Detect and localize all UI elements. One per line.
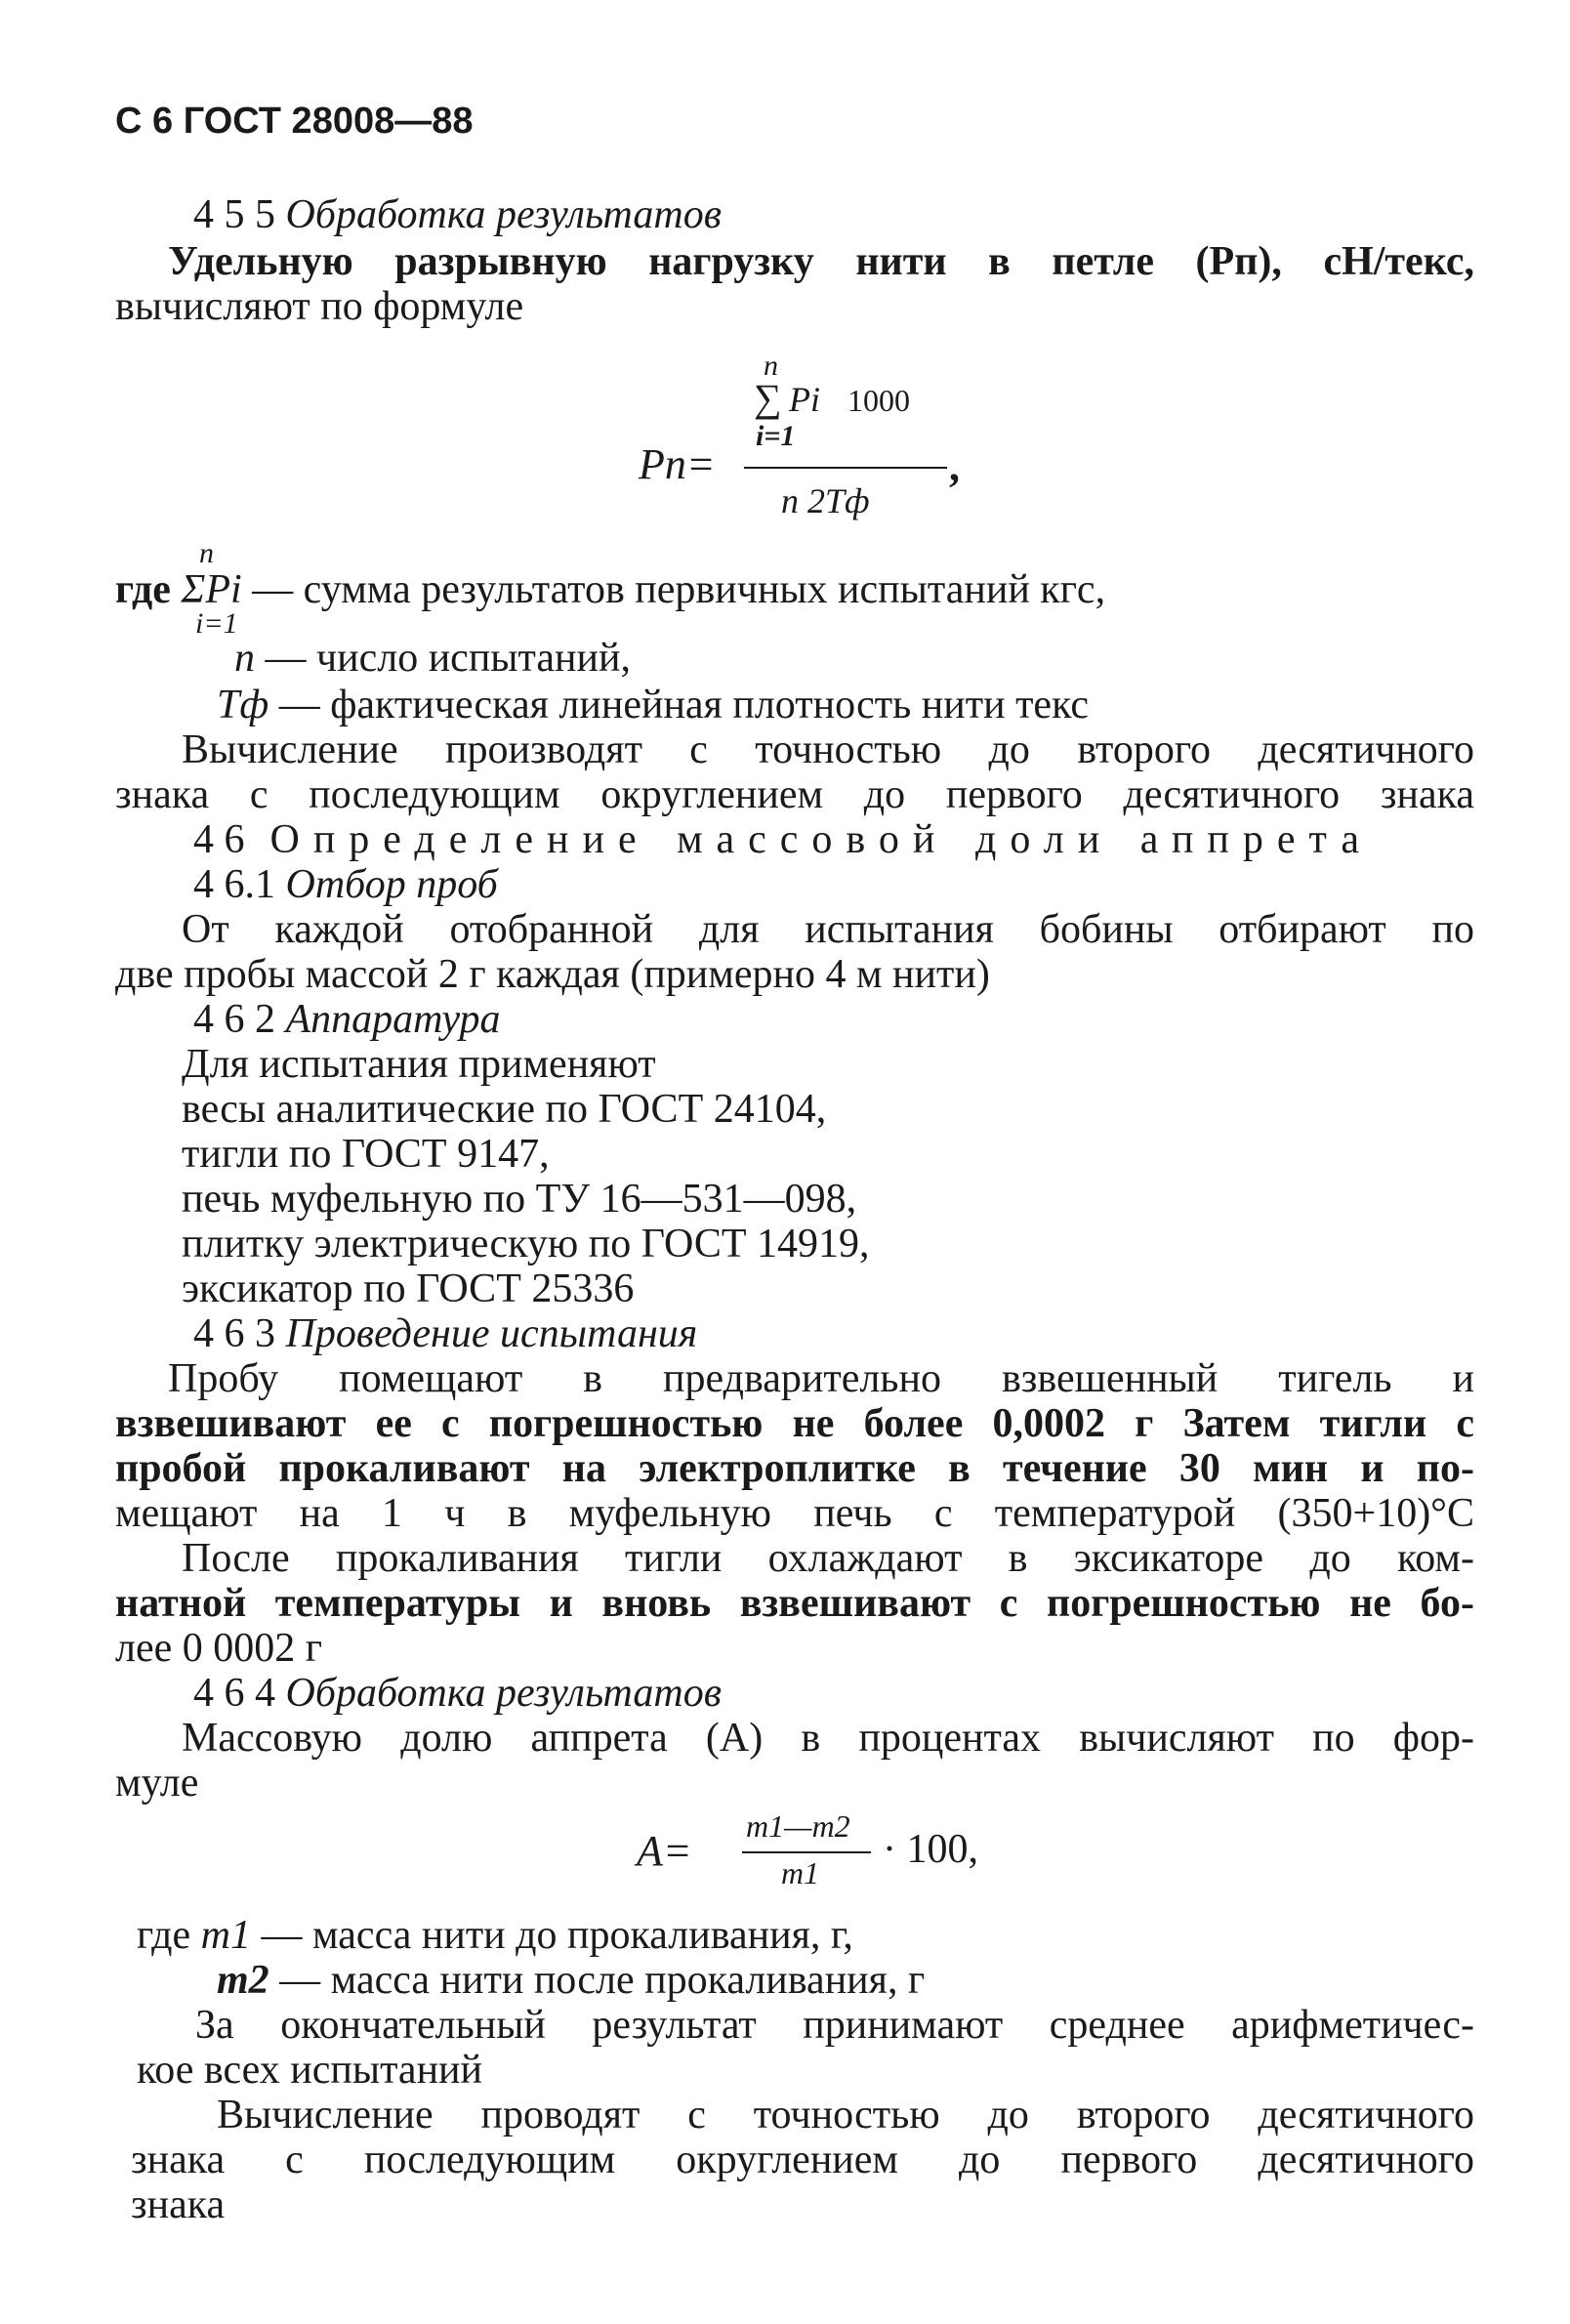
section-number: 4 6.1 bbox=[193, 862, 275, 907]
legend-text: — сумма результатов первичных испытаний кгс, bbox=[252, 567, 1106, 612]
paragraph-line: натной температуры и вновь взвешивают с погрешностью не бо- bbox=[115, 1581, 1474, 1626]
paragraph-line: Удельную разрывную нагрузку нити в петле (Pп), сН/текс, bbox=[168, 239, 1474, 284]
apparatus-item: эксикатор по ГОСТ 25336 bbox=[182, 1266, 635, 1311]
legend-text: — фактическая линейная плотность нити текс bbox=[278, 683, 1090, 727]
legend-line bbox=[217, 682, 1089, 728]
apparatus-item: Для испытания применяют bbox=[182, 1042, 656, 1087]
apparatus-item: весы аналитические по ГОСТ 24104, bbox=[182, 1087, 827, 1132]
section-4-6-heading bbox=[193, 816, 1373, 863]
section-4-5-5-heading bbox=[193, 191, 722, 238]
paragraph-line: знака с последующим округлением до первого десятичного bbox=[131, 2137, 1474, 2182]
paragraph-line: лее 0 0002 г bbox=[115, 1626, 322, 1671]
legend-line bbox=[137, 1912, 853, 1959]
legend-text: — масса нити до прокаливания, г, bbox=[261, 1913, 853, 1958]
formula-comma: , bbox=[949, 442, 960, 490]
section-4-6-1-heading bbox=[193, 861, 498, 908]
legend-m2-symbol: m2 bbox=[217, 1958, 269, 2003]
section-number: 4 6 bbox=[193, 817, 245, 862]
paragraph-line: Массовую долю аппрета (А) в процентах вычисляют по фор- bbox=[182, 1716, 1474, 1761]
paragraph-line: две пробы массой 2 г каждая (примерно 4 м нити) bbox=[115, 952, 990, 997]
legend-sum-lower-limit: i=1 bbox=[195, 607, 238, 640]
section-title: Обработка результатов bbox=[285, 1671, 722, 1716]
section-title: Обработка результатов bbox=[285, 192, 722, 237]
section-4-6-4-heading bbox=[193, 1670, 722, 1717]
formula-sum-upper-limit: n bbox=[764, 350, 778, 382]
page-header: С 6 ГОСТ 28008—88 bbox=[115, 101, 474, 142]
paragraph-line: От каждой отобранной для испытания бобины отбирают по bbox=[182, 907, 1474, 952]
section-title: Аппаратура bbox=[285, 997, 501, 1042]
legend-m1-symbol: m1 bbox=[200, 1913, 251, 1958]
fraction-bar bbox=[744, 467, 947, 469]
legend-line bbox=[217, 1957, 925, 2004]
paragraph-line: Вычисление проводят с точностью до второго десятичного bbox=[217, 2093, 1474, 2137]
legend-line bbox=[234, 635, 631, 682]
formula-lhs: Pп= bbox=[639, 440, 716, 488]
paragraph-line: За окончательный результат принимают среднее арифметичес- bbox=[195, 2003, 1474, 2048]
paragraph-line: После прокаливания тигли охлаждают в эксикаторе до ком- bbox=[182, 1536, 1474, 1581]
formula-numerator: m1—m2 bbox=[746, 1808, 850, 1844]
formula-denominator: m1 bbox=[781, 1855, 820, 1890]
legend-sum-upper-limit: n bbox=[199, 537, 214, 569]
section-4-6-2-heading bbox=[193, 996, 501, 1043]
legend-sum-term: ΣPi bbox=[181, 567, 242, 612]
section-number: 4 6 4 bbox=[193, 1671, 275, 1716]
formula-sum-sign: ∑ bbox=[754, 376, 782, 420]
legend-text: — число испытаний, bbox=[265, 636, 631, 681]
paragraph-line: вычисляют по формуле bbox=[115, 284, 524, 329]
apparatus-item: печь муфельную по ТУ 16—531—098, bbox=[182, 1177, 857, 1222]
apparatus-item: тигли по ГОСТ 9147, bbox=[182, 1132, 550, 1177]
formula-sum-lower-limit: i=1 bbox=[756, 420, 796, 452]
legend-n-symbol: n bbox=[234, 636, 255, 681]
paragraph-line: Пробу помещают в предварительно взвешенный тигель и bbox=[168, 1356, 1474, 1401]
formula-thousand: 1000 bbox=[847, 383, 910, 418]
formula-multiplier: · 100, bbox=[883, 1827, 978, 1872]
paragraph-line: кое всех испытаний bbox=[137, 2048, 483, 2093]
legend-gde: где bbox=[115, 567, 171, 612]
legend-gde: где bbox=[137, 1913, 191, 1958]
legend-text: — масса нити после прокаливания, г bbox=[279, 1958, 926, 2003]
section-title: Определение массовой доли аппрета bbox=[269, 817, 1373, 862]
paragraph-line: взвешивают ее с погрешностью не более 0,0002 г Затем тигли с bbox=[115, 1401, 1474, 1446]
section-4-6-3-heading bbox=[193, 1310, 697, 1357]
paragraph-line: мещают на 1 ч в муфельную печь с температурой (350+10)°С bbox=[115, 1491, 1474, 1536]
paragraph-line: знака bbox=[131, 2182, 226, 2227]
section-number: 4 6 2 bbox=[193, 997, 275, 1042]
section-number: 4 6 3 bbox=[193, 1311, 275, 1356]
fraction-bar bbox=[742, 1851, 871, 1853]
legend-t-symbol: Tф bbox=[217, 683, 269, 727]
paragraph-line: Вычисление производят с точностью до второго десятичного bbox=[182, 727, 1474, 772]
formula-lhs: A= bbox=[637, 1827, 692, 1875]
section-title: Проведение испытания bbox=[285, 1311, 698, 1356]
section-title: Отбор проб bbox=[285, 862, 498, 907]
paragraph-line: муле bbox=[115, 1761, 199, 1805]
legend-line bbox=[115, 566, 1105, 613]
apparatus-item: плитку электрическую по ГОСТ 14919, bbox=[182, 1222, 870, 1266]
paragraph-line: знака с последующим округлением до первого десятичного знака bbox=[115, 772, 1474, 817]
formula-denominator: n 2Tф bbox=[781, 481, 870, 520]
formula-pi: Pi bbox=[789, 380, 820, 419]
paragraph-line: пробой прокаливают на электроплитке в течение 30 мин и по- bbox=[115, 1446, 1474, 1491]
section-number: 4 5 5 bbox=[193, 192, 275, 237]
